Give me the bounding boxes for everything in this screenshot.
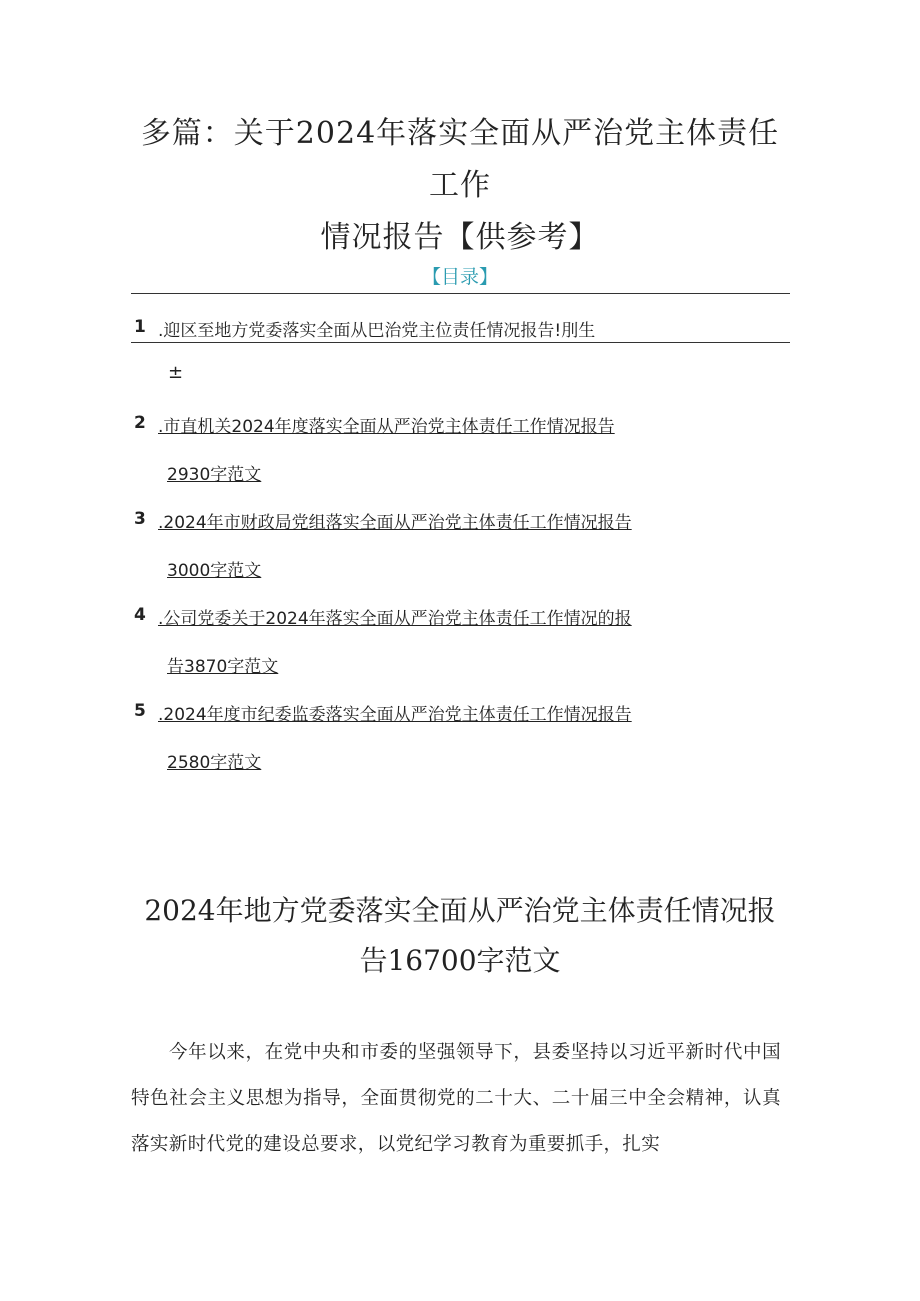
toc-item-3-link-continuation[interactable]: 3000字范文 bbox=[167, 561, 262, 581]
toc-item-3-link[interactable]: .2024年市财政局党组落实全面从严治党主体责任工作情况报告 bbox=[158, 513, 632, 533]
toc-item-2-link-continuation[interactable]: 2930字范文 bbox=[167, 465, 262, 485]
toc-heading: 【目录】 bbox=[421, 266, 498, 288]
document-title-line2: 情况报告【供参考】 bbox=[320, 220, 600, 255]
toc-item-2-link[interactable]: .市直机关2024年度落实全面从严治党主体责任工作情况报告 bbox=[158, 417, 615, 437]
document-title bbox=[130, 108, 790, 264]
section-title bbox=[130, 886, 790, 986]
toc-item-number: 4 bbox=[134, 605, 146, 625]
toc-item-number: 5 bbox=[134, 701, 146, 721]
toc-item-1-link[interactable]: .迎区至地方党委落实全面从巴治党主位责任情况报告!刖生 bbox=[158, 321, 596, 341]
toc-item-5-link-continuation[interactable]: 2580字范文 bbox=[167, 753, 262, 773]
toc-item-4-link[interactable]: .公司党委关于2024年落实全面从严治党主体责任工作情况的报 bbox=[158, 609, 632, 629]
toc-item-5-link[interactable]: .2024年度市纪委监委落实全面从严治党主体责任工作情况报告 bbox=[158, 705, 632, 725]
toc-item-1-continuation[interactable]: ± bbox=[168, 362, 184, 383]
section-title-line2: 告16700字范文 bbox=[359, 944, 561, 977]
toc-item-number: 1 bbox=[134, 317, 146, 337]
toc-item-4-link-continuation[interactable]: 告3870字范文 bbox=[167, 657, 279, 677]
toc-top-divider bbox=[131, 293, 790, 294]
body-paragraph: 今年以来，在党中央和市委的坚强领导下，县委坚持以习近平新时代中国特色社会主义思想为指导，全面贯彻党的二十大、二十届三中全会精神，认真落实新时代党的建设总要求，以党纪学习教育为重要抓手，扎实 bbox=[131, 1042, 781, 1155]
toc-item-number: 3 bbox=[134, 509, 146, 529]
document-title-line1: 多篇：关于2024年落实全面从严治党主体责任工作 bbox=[140, 116, 780, 203]
toc-item-number: 2 bbox=[134, 413, 146, 433]
toc-item-1-divider bbox=[131, 342, 790, 343]
section-title-line1: 2024年地方党委落实全面从严治党主体责任情况报 bbox=[144, 894, 776, 927]
